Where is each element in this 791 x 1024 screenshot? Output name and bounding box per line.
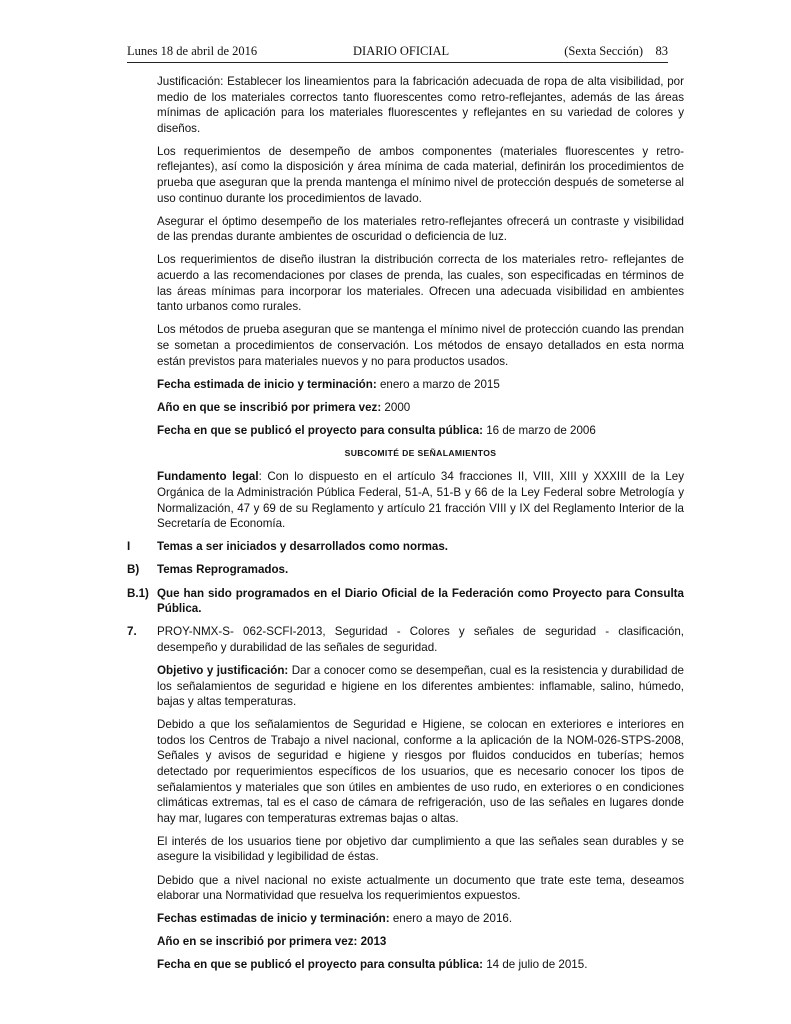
anio-line (157, 400, 684, 416)
fechas-estimadas-value: enero a mayo de 2016. (389, 912, 513, 926)
item-b1-text: Que han sido programados en el Diario Oficial de la Federación como Proyecto para Consulta Pública. (157, 586, 684, 616)
fecha-publicacion-2-value: 14 de julio de 2015. (483, 958, 588, 972)
item-b1 (127, 586, 684, 617)
item-i-text: Temas a ser iniciados y desarrollados como normas. (157, 540, 449, 554)
paragraph-senalamientos: Debido a que los señalamientos de Seguridad e Higiene, se colocan en exteriores e interiores en todos los Centros de Trabajo a nivel nacional, conforme a la aplicación de la NOM-026-STPS-2008, Señales y avisos de seguridad e higiene y riesgos por fluidos conducidos en tuberías; hemos detectado por requerimientos específicos de los usuarios, que es necesario conocer los tipos de señalamientos y materiales que son útiles en ambientes de uso rudo, en exteriores o en condiciones climáticas extremas, tal es el caso de cámara de refrigeración, uso de las señales en lugares donde hay mar, lugares con temperaturas extremas bajas o altas. (157, 718, 684, 825)
paragraph-requerimientos: Los requerimientos de desempeño de ambos componentes (materiales fluorescentes y retro-reflejantes), así como la disposición y área mínima de cada material, definirán los procedimientos de prueba que aseguran que la prenda mantenga el mínimo nivel de protección después de someterse al uso continuo durante los procedimientos de lavado. (157, 144, 684, 205)
fundamento-text: : Con lo dispuesto en el artículo 34 fracciones II, VIII, XIII y XXXIII de la Ley Orgánica de la Administración Pública Federal, 51-A, 51-B y 66 de la Ley Federal sobre Metrología y Normalización, 47 y 69 de su Reglamento y artículo 21 fracción VIII y IX del Reglamento Interior de la Secretaría de Economía. (157, 470, 685, 531)
fechas-estimadas-label: Fechas estimadas de inicio y terminación: (157, 912, 390, 926)
paragraph-desempeno: Asegurar el óptimo desempeño de los materiales retro-reflejantes ofrecerá un contraste y visibilidad de las prendas durante ambientes de oscuridad o deficiencia de luz. (157, 214, 684, 244)
paragraph-diseno: Los requerimientos de diseño ilustran la distribución correcta de los materiales retro- reflejantes de acuerdo a las recomendaciones por clases de prenda, las cuales, son especificadas en términos de las áreas mínimas para incorporar los materiales. Ofrecen una adecuada visibilidad en ambientes tanto urbanos como rurales. (157, 253, 684, 314)
anio-inscripcion-line: Año en se inscribió por primera vez: 2013 (157, 935, 387, 949)
objetivo-label: Objetivo y justificación: (157, 663, 289, 677)
fundamento-label: Fundamento legal (157, 470, 259, 484)
header-title: DIARIO OFICIAL (353, 44, 450, 58)
item-b (127, 562, 684, 578)
anio-label: Año en que se inscribió por primera vez: (157, 400, 382, 414)
fecha-publicacion-label: Fecha en que se publicó el proyecto para consulta pública: (157, 423, 483, 437)
item-7 (127, 624, 684, 655)
fecha-publicacion-line (157, 423, 684, 439)
item-b-text: Temas Reprogramados. (157, 563, 289, 577)
objetivo-paragraph (157, 663, 684, 710)
item-7-number: 7. (127, 625, 137, 639)
item-i (127, 539, 684, 555)
fecha-inicio-label: Fecha estimada de inicio y terminación: (157, 377, 377, 391)
header-section-page (564, 44, 668, 59)
item-7-text: PROY-NMX-S- 062-SCFI-2013, Seguridad - Colores y señales de seguridad - clasificación, desempeño y durabilidad de las señales de seguridad. (157, 625, 684, 654)
fechas-estimadas-line (157, 911, 684, 927)
fundamento-paragraph (157, 469, 684, 531)
fecha-inicio-line (157, 377, 684, 393)
header-date: Lunes 18 de abril de 2016 (127, 44, 258, 58)
anio-value: 2000 (381, 400, 411, 414)
objetivo-text: Dar a conocer como se desempeñan, cual es la resistencia y durabilidad de los señalamientos de seguridad e higiene en los diferentes ambientes: inflamable, salino, húmedo, bajas y altas temperaturas. (157, 663, 684, 709)
item-b-number: B) (127, 563, 140, 577)
fecha-inicio-value: enero a marzo de 2015 (376, 377, 500, 391)
paragraph-interes: El interés de los usuarios tiene por objetivo dar cumplimiento a que las señales sean durables y se asegure la visibilidad y legibilidad de éstas. (157, 834, 684, 864)
header-section: (Sexta Sección) (564, 44, 643, 58)
paragraph-metodos: Los métodos de prueba aseguran que se mantenga el mínimo nivel de protección cuando las prendan se sometan a procedimientos de conservación. Los métodos de ensayo detallados en esta norma están previstos para materiales nuevos y no para productos usados. (157, 323, 684, 368)
fecha-publicacion-value: 16 de marzo de 2006 (483, 423, 596, 437)
justificacion-paragraph: Justificación: Establecer los lineamientos para la fabricación adecuada de ropa de alta visibilidad, por medio de los materiales correctos tanto fluorescentes como retro-reflejantes, además de las áreas mínimas de aplicación para los materiales fluorescentes y reflejantes en su variedad de colores y diseños. (157, 75, 684, 135)
fecha-publicacion-2-label: Fecha en que se publicó el proyecto para consulta pública: (157, 958, 483, 972)
header-page-number: 83 (655, 44, 668, 58)
item-b1-number: B.1) (127, 586, 149, 600)
subcomite-heading: SUBCOMITÉ DE SEÑALAMIENTOS (344, 447, 497, 458)
fecha-publicacion-2-line (157, 957, 684, 973)
item-i-number: I (127, 540, 131, 554)
page-header (127, 44, 668, 63)
document-body (127, 74, 684, 981)
paragraph-normatividad: Debido que a nivel nacional no existe actualmente un documento que trate este tema, deseamos elaborar una Normatividad que resuelva los requerimientos expuestos. (157, 873, 684, 903)
